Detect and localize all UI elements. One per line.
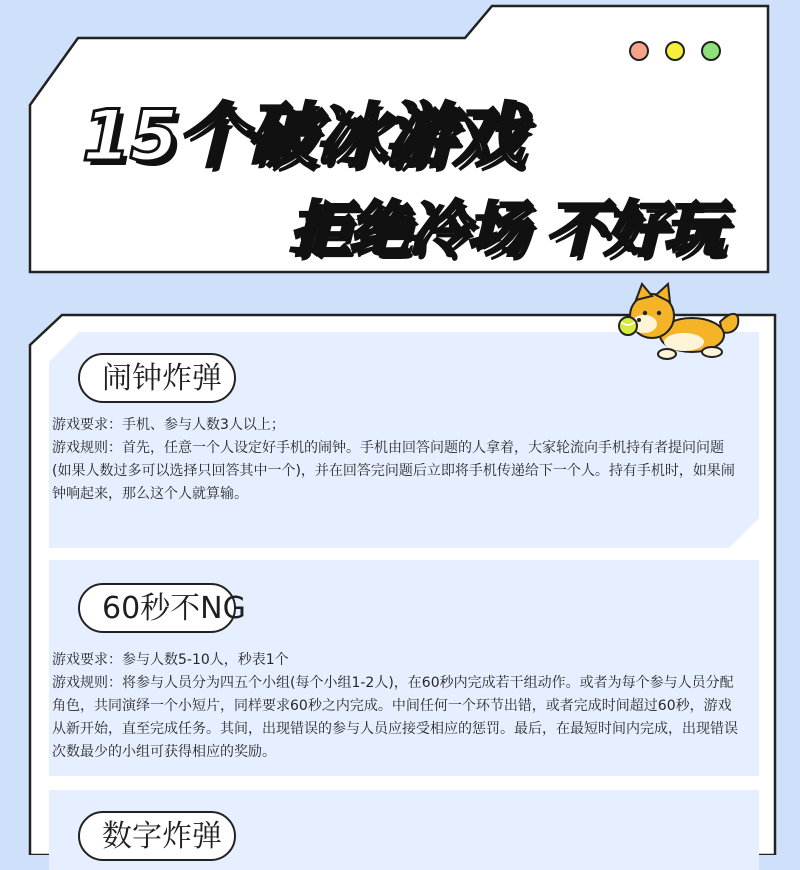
page-subtitle: 拒绝冷场 不好玩 <box>290 195 723 265</box>
game-title-badge: 闹钟炸弹 <box>78 353 236 403</box>
game-title-badge: 60秒不NG <box>78 583 236 633</box>
page-title: 15个破冰游戏 <box>82 95 523 177</box>
game-rules: 游戏规则：将参与人员分为四五个小组(每个小组1-2人)，在60秒内完成若干组动作。或者为每个参与人员分配角色，共同演绎一个小短片，同样要求60秒之内完成。中间任何一个环节出错，或者完成时间超过60秒，游戏从新开始，直至完成任务。其间，出现错误的参与人员应接受相应的惩罚。最后，在最短时间内完成，出现错误次数最少的小组可获得相应的奖励。 <box>52 675 738 760</box>
game-requirements: 游戏要求：手机、参与人数3人以上； <box>52 417 285 433</box>
game-title-badge: 数字炸弹 <box>78 811 236 861</box>
game-description <box>52 649 742 764</box>
game-requirements: 游戏要求：参与人数5-10人，秒表1个 <box>52 652 289 668</box>
game-rules: 游戏规则：首先，任意一个人设定好手机的闹钟。手机由回答问题的人拿着，大家轮流向手机持有者提问问题(如果人数过多可以选择只回答其中一个)，并在回答完问题后立即将手机传递给下一个人。持有手机时，如果闹钟响起来，那么这个人就算输。 <box>52 440 735 502</box>
shiba-dog-with-tennis-ball-icon <box>612 280 747 370</box>
game-description <box>52 414 742 506</box>
